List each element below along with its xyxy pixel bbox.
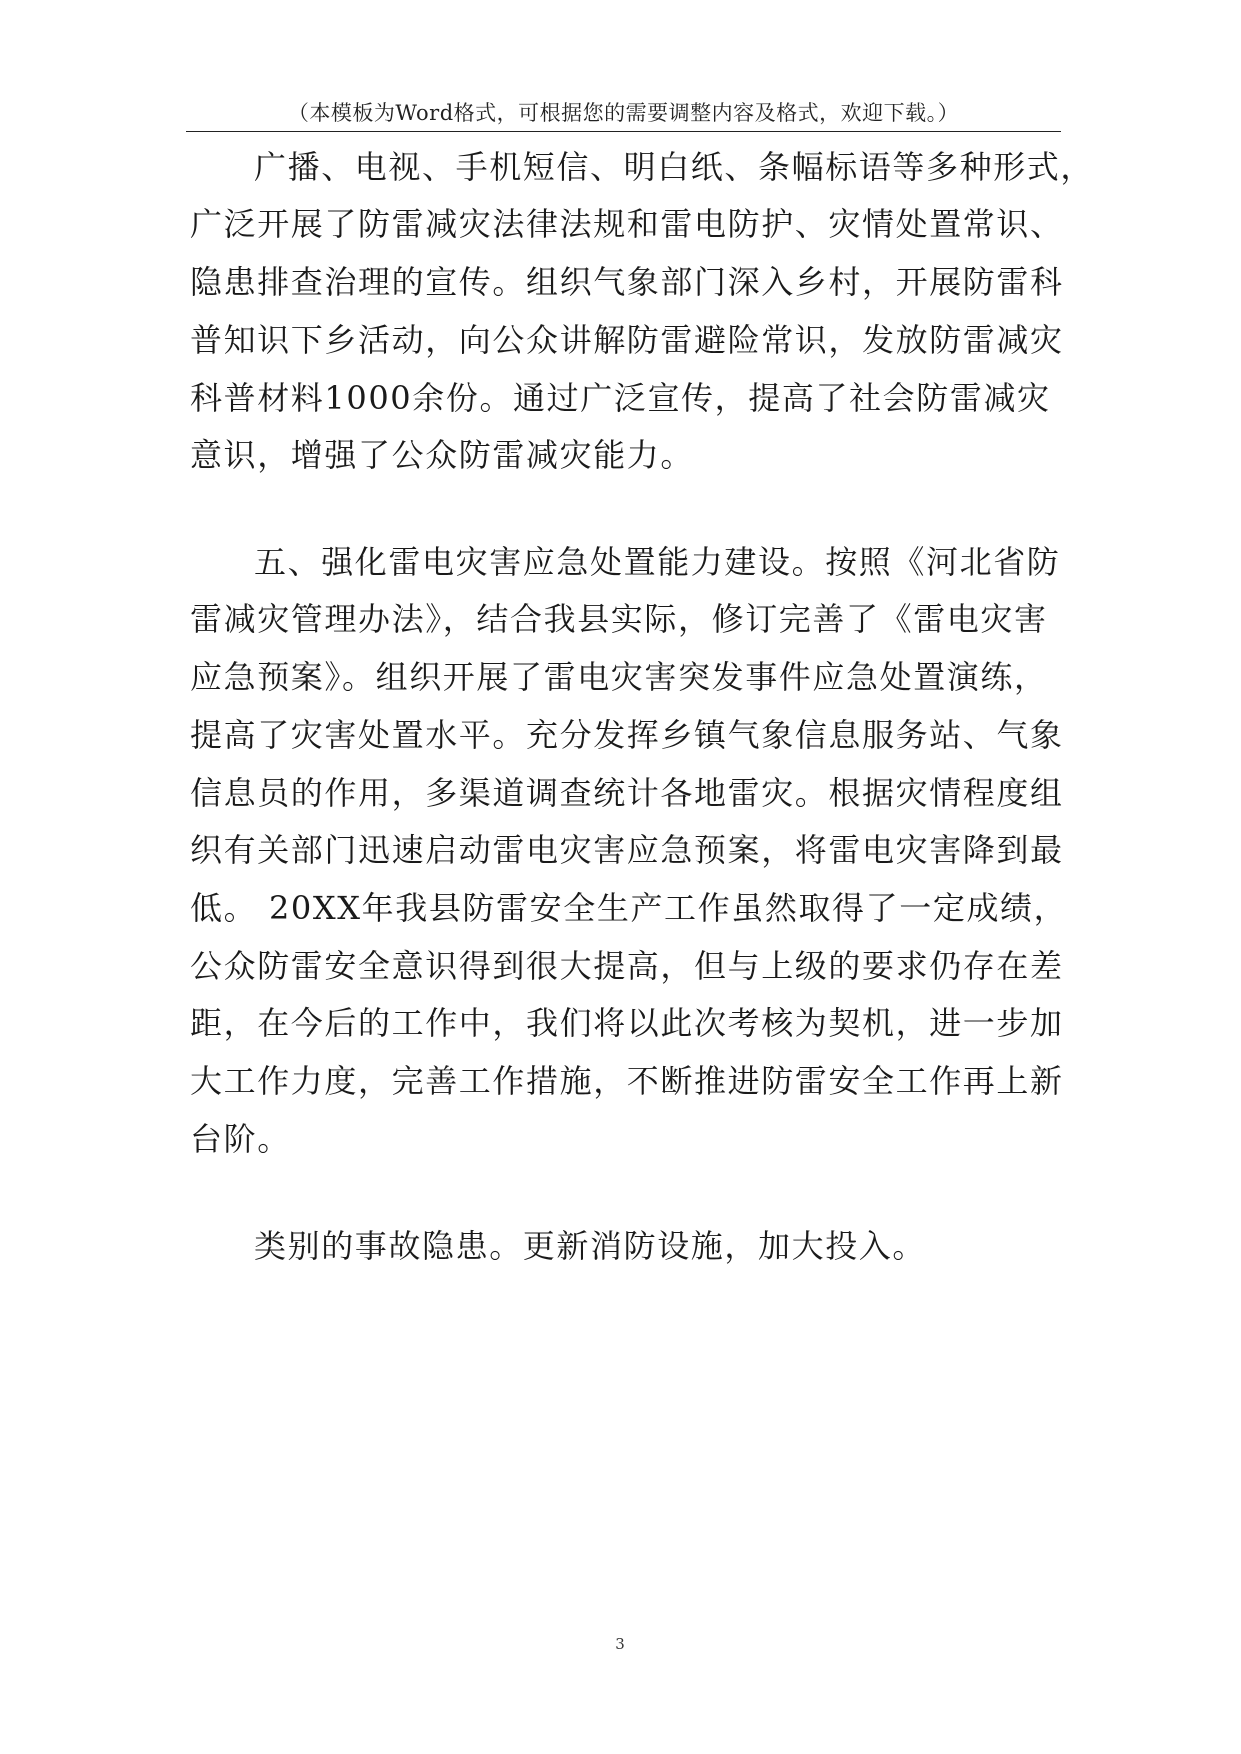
paragraph-2-line-9: 距，在今后的工作中，我们将以此次考核为契机，进一步加 <box>190 1004 1064 1042</box>
paragraph-2-line-5: 信息员的作用，多渠道调查统计各地雷灾。根据灾情程度组 <box>190 774 1064 812</box>
paragraph-2-line-2: 雷减灾管理办法》，结合我县实际，修订完善了《雷电灾害 <box>190 600 1048 638</box>
paragraph-3-line-1: 类别的事故隐患。更新消防设施，加大投入。 <box>254 1227 927 1265</box>
paragraph-2-line-7: 低。 20XX年我县防雷安全生产工作虽然取得了一定成绩， <box>190 889 1068 927</box>
paragraph-2-line-10: 大工作力度，完善工作措施，不断推进防雷安全工作再上新 <box>190 1062 1064 1100</box>
paragraph-2-line-11: 台阶。 <box>190 1120 291 1158</box>
paragraph-2-line-4: 提高了灾害处置水平。充分发挥乡镇气象信息服务站、气象 <box>190 716 1064 754</box>
paragraph-2-line-3: 应急预案》。组织开展了雷电灾害突发事件应急处置演练， <box>190 658 1048 696</box>
paragraph-1-line-1: 广播、电视、手机短信、明白纸、条幅标语等多种形式， <box>254 148 1095 186</box>
paragraph-2-line-6: 织有关部门迅速启动雷电灾害应急预案，将雷电灾害降到最 <box>190 831 1064 869</box>
paragraph-1-line-2: 广泛开展了防雷减灾法律法规和雷电防护、灾情处置常识、 <box>190 205 1064 243</box>
header-divider <box>186 131 1061 132</box>
paragraph-2-line-1: 五、强化雷电灾害应急处置能力建设。按照《河北省防 <box>254 543 1061 581</box>
page-number: 3 <box>615 1635 625 1653</box>
paragraph-1-line-5: 科普材料1000余份。通过广泛宣传，提高了社会防雷减灾 <box>190 379 1051 417</box>
template-note-header: （本模板为Word格式，可根据您的需要调整内容及格式，欢迎下载。） <box>287 101 960 125</box>
paragraph-1-line-6: 意识，增强了公众防雷减灾能力。 <box>190 436 695 474</box>
paragraph-1-line-3: 隐患排查治理的宣传。组织气象部门深入乡村，开展防雷科 <box>190 263 1064 301</box>
paragraph-1-line-4: 普知识下乡活动，向公众讲解防雷避险常识，发放防雷减灾 <box>190 321 1064 359</box>
paragraph-2-line-8: 公众防雷安全意识得到很大提高，但与上级的要求仍存在差 <box>190 947 1064 985</box>
